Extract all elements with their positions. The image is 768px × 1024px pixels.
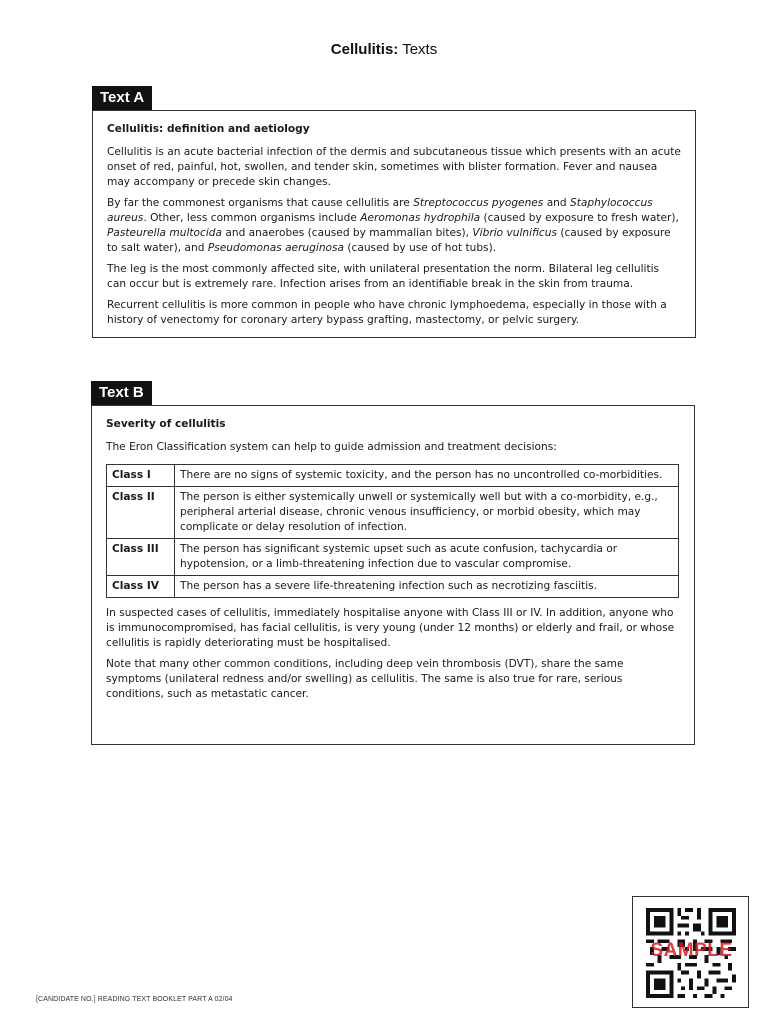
text-a-paragraph-4: Recurrent cellulitis is more common in people who have chronic lymphoedema, especially in those with a history of venectomy for coronary artery bypass grafting, mastectomy, or pelvic surgery.: [107, 299, 667, 326]
text-b-paragraph-1: In suspected cases of cellulitis, immediately hospitalise anyone with Class III or IV. In addition, anyone who is immunocompromised, has facial cellulitis, is very young (under 12 months) or elderly and frail, or whose cellulitis is rapidly deteriorating must be hospitalised.: [106, 607, 675, 649]
sample-watermark: SAMPLE: [650, 940, 733, 961]
text-b-paragraph-2: Note that many other common conditions, including deep vein thrombosis (DVT), share the same symptoms (unilateral redness and/or swelling) as cellulitis. The same is also true for rare, serious conditions, such as metastatic cancer.: [106, 658, 624, 700]
class-label: Class II: [107, 487, 175, 539]
class-label: Class I: [107, 465, 175, 487]
text-a-tab: Text A: [92, 86, 152, 110]
class-label: Class III: [107, 539, 175, 576]
class-description: The person is either systemically unwell or systemically well but with a co-morbidity, e.g., peripheral arterial disease, chronic venous insufficiency, or morbid obesity, which may complicate or delay resolution of infection.: [175, 487, 679, 539]
text-a-paragraph-2: By far the commonest organisms that cause cellulitis are Streptococcus pyogenes and Staphylococcus aureus. Other, less common organisms include Aeromonas hydrophila (caused by exposure to fresh water), Pasteurella multocida and anaerobes (caused by mammalian bites), Vibrio vulnificus (caused by exposure to salt water), and Pseudomonas aeruginosa (caused by use of hot tubs).: [107, 197, 679, 254]
table-row: [107, 465, 679, 487]
page-title-rest: Texts: [398, 41, 438, 58]
class-description: There are no signs of systemic toxicity, and the person has no uncontrolled co-morbidities.: [175, 465, 679, 487]
text-b-intro: The Eron Classification system can help to guide admission and treatment decisions:: [106, 441, 557, 453]
table-row: [107, 576, 679, 598]
text-b-tab: Text B: [91, 381, 152, 405]
page-footer: [CANDIDATE NO.] READING TEXT BOOKLET PART A 02/04: [36, 996, 233, 1003]
page-title-bold: Cellulitis:: [330, 41, 399, 58]
table-row: [107, 539, 679, 576]
text-a-paragraph-3: The leg is the most commonly affected site, with unilateral presentation the norm. Bilateral leg cellulitis can occur but is extremely rare. Infection arises from an identifiable break in the skin from trauma.: [107, 263, 660, 290]
class-label: Class IV: [107, 576, 175, 598]
text-a-heading: Cellulitis: definition and aetiology: [107, 123, 310, 135]
text-b-heading: Severity of cellulitis: [106, 418, 226, 430]
qr-code-box: [632, 896, 749, 1008]
text-a-paragraph-1: Cellulitis is an acute bacterial infection of the dermis and subcutaneous tissue which presents with an acute onset of red, painful, hot, swollen, and tender skin, sometimes with blister formation. Fever and nausea may accompany or precede skin changes.: [107, 146, 681, 188]
text-a-box: [92, 110, 696, 338]
class-description: The person has a severe life-threatening infection such as necrotizing fasciitis.: [175, 576, 679, 598]
page-title: [0, 41, 768, 58]
eron-classification-table: [106, 464, 679, 598]
table-row: [107, 487, 679, 539]
text-b-box: [91, 405, 695, 745]
class-description: The person has significant systemic upset such as acute confusion, tachycardia or hypotension, or a limb-threatening infection due to vascular compromise.: [175, 539, 679, 576]
